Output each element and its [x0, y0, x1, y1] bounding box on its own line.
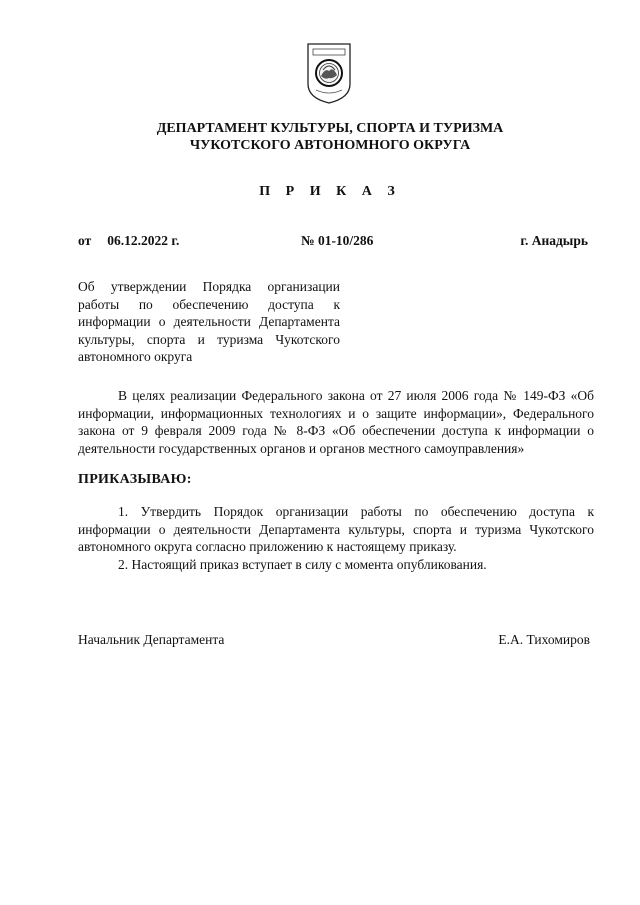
order-directive-word: ПРИКАЗЫВАЮ:	[78, 472, 192, 487]
order-number: № 01-10/286	[301, 233, 374, 248]
order-preamble: В целях реализации Федерального закона от 27 июля 2006 года № 149-ФЗ «Об информации, информационных технологиях и о защите информации», Федерального закона от 9 февраля 2009 года № 8-ФЗ «Об обеспечении доступа к информации о деятельности государственных органов и органов местного самоуправления»	[78, 388, 594, 456]
signatory-name: Е.А. Тихомиров	[498, 632, 590, 647]
order-items	[78, 503, 594, 573]
order-city: г. Анадырь	[520, 233, 588, 248]
order-item: 2. Настоящий приказ вступает в силу с момента опубликования.	[118, 556, 487, 572]
date-prefix: от	[78, 233, 92, 248]
department-name	[60, 120, 600, 154]
department-line-2: ЧУКОТСКОГО АВТОНОМНОГО ОКРУГА	[189, 138, 471, 153]
order-subject: Об утверждении Порядка организации работы по обеспечению доступа к информации о деятельности Департамента культуры, спорта и туризма Чукотского автономного округа	[78, 279, 340, 364]
signatory-position: Начальник Департамента	[78, 632, 225, 647]
order-date	[78, 233, 179, 249]
chukotka-coat-of-arms-icon	[304, 40, 354, 106]
department-line-1: ДЕПАРТАМЕНТ КУЛЬТУРЫ, СПОРТА И ТУРИЗМА	[156, 121, 504, 136]
date-value: 06.12.2022 г.	[107, 233, 180, 248]
order-item: 1. Утвердить Порядок организации работы по обеспечению доступа к информации о деятельности Департамента культуры, спорта и туризма Чукотского автономного округа согласно приложению к настоящему приказу.	[78, 504, 594, 554]
document-type-title: П Р И К А З	[259, 184, 401, 199]
